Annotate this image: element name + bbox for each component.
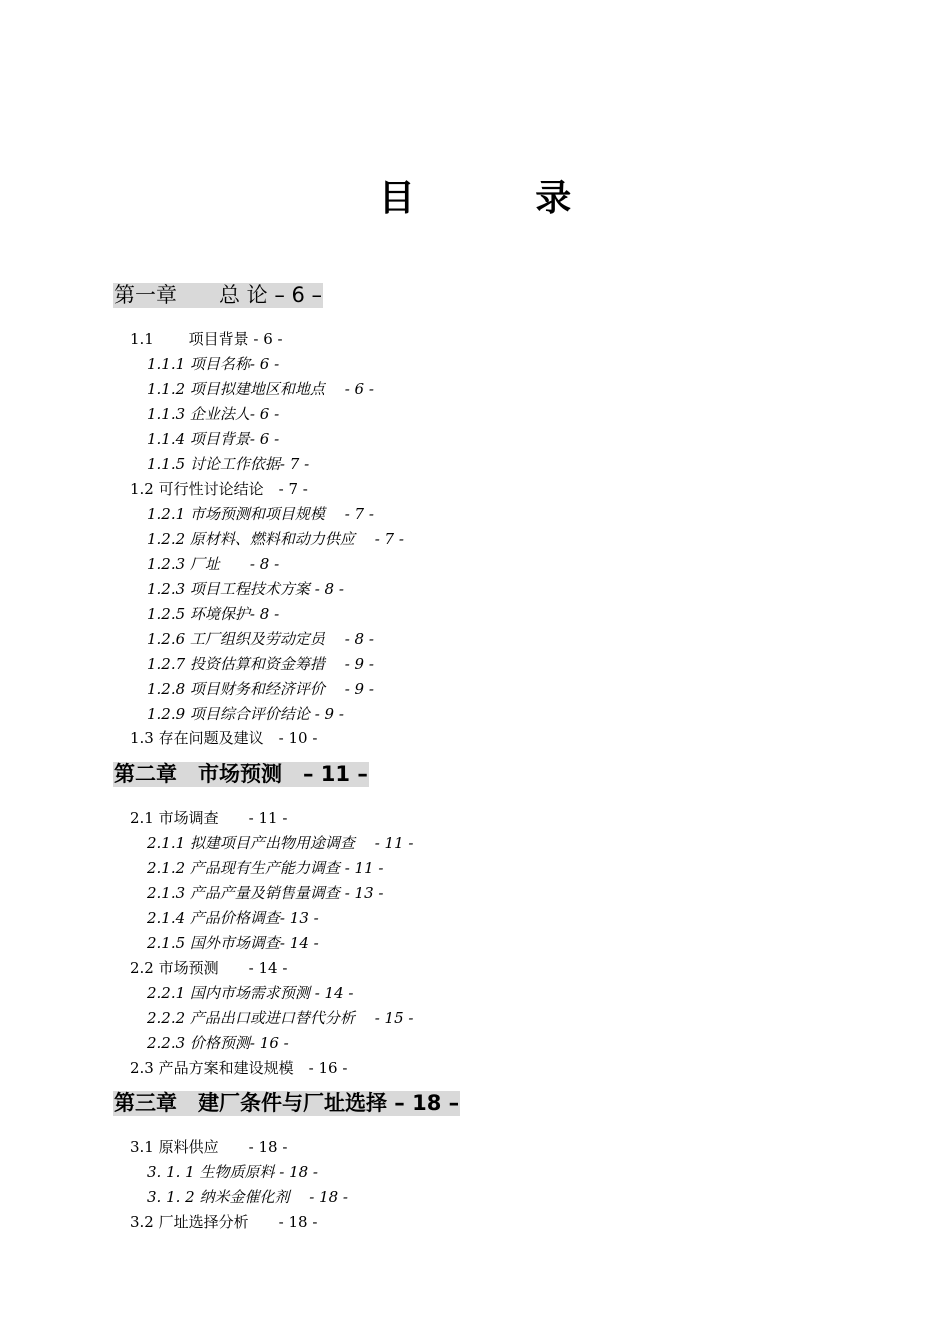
toc-subsection[interactable]: 1.2.3 项目工程技术方案 - 8 -: [147, 580, 344, 598]
toc-section[interactable]: 1.3 存在问题及建议 - 10 -: [130, 729, 318, 747]
toc-subsection[interactable]: 2.1.2 产品现有生产能力调查 - 11 -: [147, 859, 384, 877]
toc-subsection[interactable]: 1.2.7 投资估算和资金筹措 - 9 -: [147, 655, 374, 673]
toc-section[interactable]: 3.1 原料供应 - 18 -: [130, 1138, 288, 1156]
toc-chapter[interactable]: 第二章 市场预测 – 11 –: [114, 762, 368, 786]
page-title: 目 录: [378, 178, 626, 219]
toc-subsection[interactable]: 1.2.8 项目财务和经济评价 - 9 -: [147, 680, 374, 698]
toc-subsection[interactable]: 2.2.3 价格预测- 16 -: [147, 1034, 289, 1052]
toc-subsection[interactable]: 1.2.9 项目综合评价结论 - 9 -: [147, 705, 344, 723]
toc-subsection[interactable]: 2.1.1 拟建项目产出物用途调查 - 11 -: [147, 834, 414, 852]
toc-subsection[interactable]: 2.1.5 国外市场调查- 14 -: [147, 934, 319, 952]
toc-section[interactable]: 3.2 厂址选择分析 - 18 -: [130, 1213, 318, 1231]
toc-subsection[interactable]: 1.1.1 项目名称- 6 -: [147, 355, 280, 373]
toc-subsection[interactable]: 2.2.1 国内市场需求预测 - 14 -: [147, 984, 354, 1002]
toc-section[interactable]: 2.3 产品方案和建设规模 - 16 -: [130, 1059, 348, 1077]
toc-subsection[interactable]: 1.1.2 项目拟建地区和地点 - 6 -: [147, 380, 374, 398]
toc-subsection[interactable]: 1.2.5 环境保护- 8 -: [147, 605, 280, 623]
toc-subsection[interactable]: 2.1.4 产品价格调查- 13 -: [147, 909, 319, 927]
toc-section[interactable]: 2.2 市场预测 - 14 -: [130, 959, 288, 977]
toc-subsection[interactable]: 1.2.2 原材料、燃料和动力供应 - 7 -: [147, 530, 404, 548]
toc-subsection[interactable]: 3. 1. 2 纳米金催化剂 - 18 -: [147, 1188, 348, 1206]
toc-subsection[interactable]: 2.2.2 产品出口或进口替代分析 - 15 -: [147, 1009, 414, 1027]
toc-section[interactable]: 1.2 可行性讨论结论 - 7 -: [130, 480, 308, 498]
toc-subsection[interactable]: 1.2.3 厂址 - 8 -: [147, 555, 280, 573]
toc-section[interactable]: 2.1 市场调查 - 11 -: [130, 809, 288, 827]
toc-subsection[interactable]: 1.1.3 企业法人- 6 -: [147, 405, 280, 423]
toc-subsection[interactable]: 1.2.1 市场预测和项目规模 - 7 -: [147, 505, 374, 523]
toc-subsection[interactable]: 1.1.4 项目背景- 6 -: [147, 430, 280, 448]
toc-subsection[interactable]: 1.2.6 工厂组织及劳动定员 - 8 -: [147, 630, 374, 648]
toc-subsection[interactable]: 3. 1. 1 生物质原料 - 18 -: [147, 1163, 318, 1181]
toc-subsection[interactable]: 1.1.5 讨论工作依据- 7 -: [147, 455, 310, 473]
toc-chapter[interactable]: 第一章 总 论 – 6 –: [114, 283, 323, 307]
toc-subsection[interactable]: 2.1.3 产品产量及销售量调查 - 13 -: [147, 884, 384, 902]
toc-section[interactable]: 1.1 项目背景 - 6 -: [130, 330, 283, 348]
toc-chapter[interactable]: 第三章 建厂条件与厂址选择 – 18 –: [114, 1091, 460, 1115]
